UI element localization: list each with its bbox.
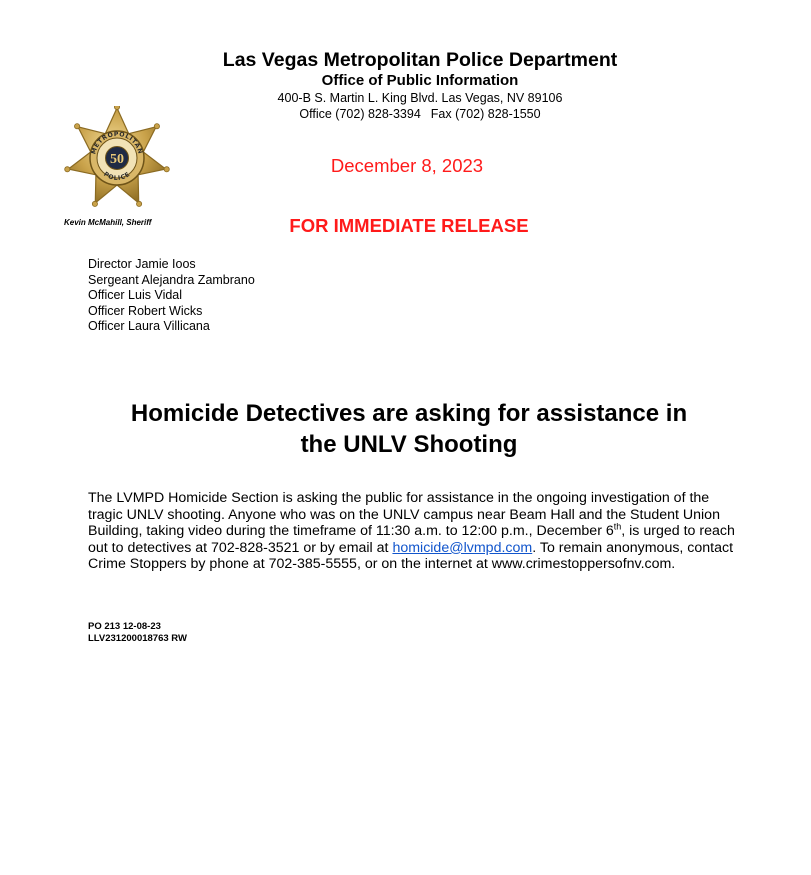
badge-top-text: METROPOLITAN: [90, 130, 144, 156]
sheriff-name: Kevin McMahill, Sheriff: [64, 218, 152, 227]
contact-item: Officer Luis Vidal: [88, 288, 183, 302]
phone-line: [120, 106, 720, 122]
badge-number: 50: [110, 152, 124, 167]
release-label: FOR IMMEDIATE RELEASE: [289, 215, 529, 236]
badge-star-tip: [65, 167, 70, 172]
headline: [60, 398, 758, 460]
badge-star-tip: [92, 201, 97, 206]
contact-item: Officer Laura Villicana: [88, 319, 210, 333]
office-phone: Office (702) 828-3394: [299, 107, 421, 121]
office-address: 400-B S. Martin L. King Blvd. Las Vegas, NV 89106: [277, 91, 563, 105]
office-name: Office of Public Information: [321, 72, 519, 89]
release-date: December 8, 2023: [330, 155, 484, 176]
badge-star-tip: [154, 124, 159, 129]
email-link[interactable]: homicide@lvmpd.com: [392, 539, 533, 556]
letterhead: [120, 48, 720, 122]
headline-line-1: Homicide Detectives are asking for assistance in: [130, 400, 688, 427]
contact-item: Officer Robert Wicks: [88, 303, 203, 318]
headline-line-2: the UNLV Shooting: [300, 431, 518, 458]
badge-star-tip: [137, 201, 142, 206]
date-ordinal: th: [613, 521, 622, 532]
fax-number: Fax (702) 828-1550: [430, 107, 541, 121]
badge-bottom-text: POLICE: [102, 170, 132, 183]
body-text-part-3: . To remain anonymous, contact Crime Stoppers by phone at 702-385-5555, or on the internet at www.crimestoppersofnv.com.: [88, 539, 734, 573]
contact-item: Sergeant Alejandra Zambrano: [88, 272, 255, 287]
badge-star-tip: [164, 167, 169, 172]
police-badge-icon: [60, 106, 174, 210]
department-name: Las Vegas Metropolitan Police Department: [222, 49, 618, 71]
badge-star-tip: [75, 124, 80, 129]
badge-star-tip: [114, 106, 119, 110]
contact-list: [88, 257, 255, 335]
contact-item: Director Jamie Ioos: [88, 257, 196, 271]
reference-codes: [88, 621, 187, 644]
body-paragraph: [88, 490, 738, 573]
body-text-part-2: , is urged to reach out to detectives at 702-828-3521 or by email at: [88, 523, 735, 556]
case-number: LLV231200018763 RW: [88, 632, 187, 644]
po-code: PO 213 12-08-23: [88, 621, 161, 632]
body-text-part-1: The LVMPD Homicide Section is asking the public for assistance in the ongoing investigation of the tragic UNLV shooting. Anyone who was on the UNLV campus near Beam Hall and the Student Union Building, taking video during the timeframe of 11:30 a.m. to 12:00 p.m., December 6: [88, 490, 720, 540]
